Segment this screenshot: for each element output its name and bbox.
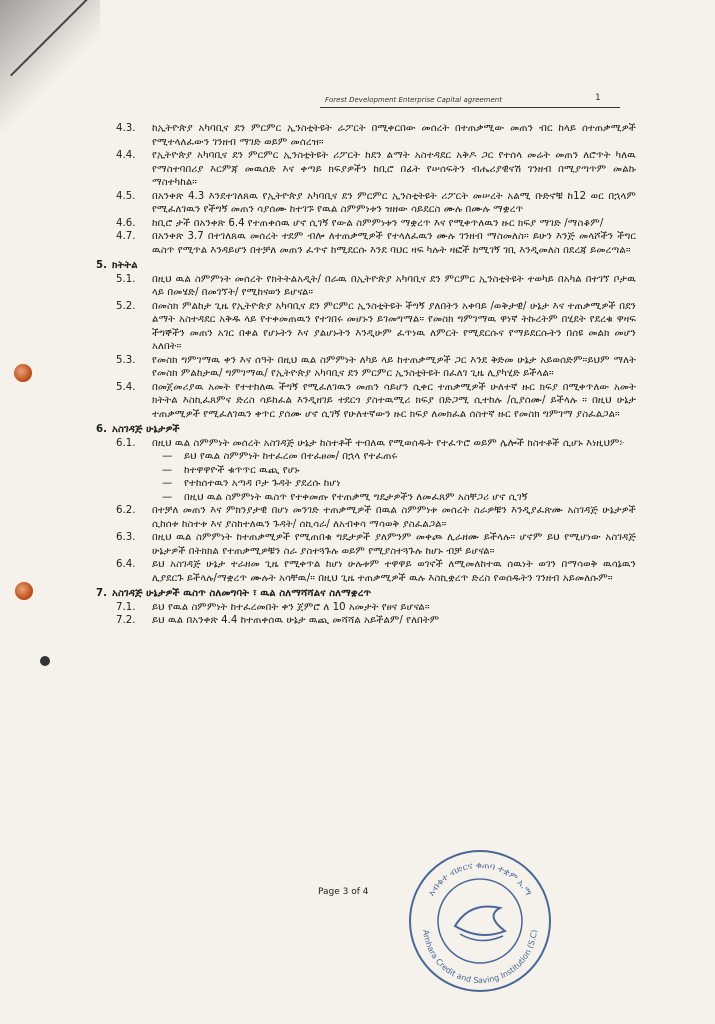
bullet-list xyxy=(96,450,636,504)
stamp-emblem-icon xyxy=(455,906,505,935)
punch-hole xyxy=(15,582,33,600)
institution-stamp xyxy=(405,846,555,996)
punch-hole xyxy=(40,656,50,666)
list-item: 4.5. በአንቀጽ 4.3 እንደተገለጸዉ የኢትዮጵያ አካባቢና ደን ምርምር ኢንስቲትዩት ሪፖርት መሠረት አልሚ ቡድኖቹ ከ12 ወር በኋላም የሚፈለገዉን የችግኝ መጠን ሳያሰሙ ከተገኙ የዉል ስምምነቱን ዝዘው ሳይደርስ ሙሉ በሙሉ ማቋረጥ xyxy=(116,190,636,215)
list-item: 6.1. በዚህ ዉል ስምምነት መሰረት አስገዳጅ ሁኔታ ከስተቶች ተብለዉ የሚወሰዱት የተፈጥሮ ወይም ሌሎች ክስተቶች ሲሆኑ እነዚህም፦ xyxy=(116,437,625,449)
bullet-item: — ከተዋዋዮች ቁጥጥር ዉጪ የሆኑ xyxy=(162,464,300,476)
scan-edge-shadow xyxy=(0,0,100,130)
list-item: 6.4. ይህ አስገዳጅ ሁኔታ ተራዘመ ጊዜ የሚቀጥል ከሆነ ሁሉቱም ተዋዋይ ወገኖች ለሚመለከተዉ ሰዉነት ወገን በማሳወቅ ዉሳኔዉን ሊያደርጉ ይችላሉ/ማቋረጥ ሙሉት አሳቸዉ/። በዚህ ጊዜ ተጠቃሚዎች ዉሉ እስኪቋረጥ ድረስ የወሰዱትን ገንዘብ አይመለሱም። xyxy=(116,559,636,584)
list-item: 4.6. ከቢሮ ታች በአንቀጽ 6.4 የተጠቀሰዉ ሆኖ ሲገኝ የውል ስምምነቱን ማቋረጥ እና የሚቀጥለዉን ዙር ክፍያ ማገድ /ማስቆም/ xyxy=(116,217,604,229)
stamp-inner-ring xyxy=(438,879,522,963)
bullet-item: — የተከሰተዉን አጣዳ ቦታ ጉዳት ያደረሱ ከሆነ xyxy=(162,478,341,489)
document-body xyxy=(96,122,636,628)
list-item: 6.3. በዚህ ዉል ስምምነት ከተጠቃሚዎች የሚጠበቁ ግዴታዎች ያለምንም መቀጮ ሊራዘሙ ይችላሉ። ሆኖም ይህ የሚሆነው አስገዳጅ ሁኔታዎች በትክክል የተጠቃሚዎቹን ስራ ያስተጓጉሉ ወይም የሚያስተጓጉሉ ከሆኑ ብቻ ይሆናል። xyxy=(116,532,636,557)
bullet-item: — በዚህ ዉል ስምምነት ዉስጥ የተቀመጡ የተጠቃሚ ግዴታዎችን ለመፈጸም አስቸጋሪ ሆኖ ሲገኝ xyxy=(162,491,528,503)
list-item: 5.3. የመስክ ግምገማዉ ቀን እና ሰዓት በዚህ ዉል ስምምነት ለካይ ላይ ከተጠቃሚዎች ጋር እንደ ቅድመ ሁኔታ አይወሰድም።ይህም ማለት የመስክ ምልከታዉ/ ግምገማዉ/ የኢትዮጵያ አካባቢና ደን ምርምር ኢንስቲትዩት በፈለገ ጊዜ ሊያካሂድ ይችላል። xyxy=(116,354,636,379)
items-section-5 xyxy=(96,273,636,422)
section-heading-6: 6. አስገዳጅ ሁኔታዎች xyxy=(96,424,180,435)
section-heading-5: 5. ክትትል xyxy=(96,260,138,271)
items-top xyxy=(96,122,636,257)
list-item: 7.1. ይህ የዉል ስምምነት ከተፈረመበት ቀን ጀምሮ ለ 10 አመታት የፀና ይሆናል። xyxy=(116,601,430,613)
list-item: 5.1. በዚህ ዉል ስምምነት መሰረት የክትትልአዲት/ በራዉ በኢትዮጵያ አካባቢና ደን ምርምር ኢንስቲትዩት ተወካይ በአካል በተገኘ ቦታዉ ላይ በመሄድ/ በመገኘት/ የሚከናወን ይሆናል። xyxy=(116,273,636,298)
items-section-6 xyxy=(96,504,636,585)
page-footer: Page 3 of 4 xyxy=(318,887,369,897)
list-item: 5.4. በመጀመሪያዉ አመት የተተከለዉ ችግኝ የሚፈለገዉን መጠን ሳይሆን ሲቀር ተጠቃሚዎች ሁለተኛ ዙር ክፍያ በሚቀጥለው አመት ክትትል እስኪፈጸምና ድረስ ሳይከፈል እንዲዘገይ ተደርጎ ያስተዉሚሪ ክፍያ በድጋሚ ሲተከሉ /ሲያሰሙ/ ይችላሉ ። በዚህ ሁኔታ ተጠቃሚዎች የሚፈለገዉን ቀጥር ያሰሙ ሆኖ ሲገኝ የሁለተኛውን ዙር ክፍያ ለመክፈል ሰስተኛ ዙር የመስክ ግምገማ ያስፈልጋል። xyxy=(116,381,636,420)
list-item: 5.2. በመስክ ምልከታ ጊዜ የኢትዮጵያ አካባቢና ደን ምርምር ኢንስቲትዩት ችግኝ ያለበትን አቀባይ /ወቅታዊ/ ሁኔታ እና ተጠቃሚዎች በደን ልማት አስተዳደር አቅዱ ላይ የተቀመጠዉን የተገበሩ መሆኑን ይገመግማል። የመስክ ግምገማዉ ዋነኛ ትኩረትም በሂደት የደረቁ ዋዛፍ ችግኞችን መጠን አገር በቀል የሆኑትን እና ያልሆኑትን እንዲሁም ፈጥነዉ ለምርት የሚደርሱና የማይደርሱትን በሰዩ መልክ መሆን አለበት። xyxy=(116,300,636,352)
stamp-outer-ring xyxy=(410,851,550,991)
stamp-bottom-text: Amhara Credit and Saving Institution (S.C) xyxy=(421,929,539,986)
list-item: 4.7. በአንቀጽ 3.7 በተገለጸዉ መሰረት ተደም ብሎ ለተጠቃሚዎች የተላለፈዉን ሙሉ ገንዘብ ማስመለስ። ይሁን እንጅ መላሾችን ችግር ዉስጥ የሚጥል እንዳይሆን በተቻለ መጠን ፈጥኖ ከሚደርሱ እንደ ባህር ዛፍ ካሉት ዛፎች ከሚገኝ ገቢ እንዲመለስ በደረጃ ይመረጣል። xyxy=(116,231,636,256)
list-item: 6.2. በተቻለ መጠን እና ምክንያታዊ በሆነ መንገድ ተጠቃሚዎች በዉል ስምምነቱ መሰረት ስራዎቹን እንዲያፈጽሙ አስገዳጅ ሁኔታዎች ሲከሰቱ ከስተቱ እና ያስከተለዉን ጉዳት/ ሰኪሳራ/ ለአብቀሳ ማሳወቅ ያስፈልጋል። xyxy=(116,505,636,530)
stamp-top-text: አብቁተ ብድርና ቁጠባ ተቋም አ.ማ xyxy=(426,860,534,899)
section-heading-7: 7. አስገዳጅ ሁኔታዎች ዉስጥ ስለመግባት ፣ ዉል ስለማሻሻልና ስለማቋረጥ xyxy=(96,588,372,599)
running-header: Forest Development Enterprise Capital agreement xyxy=(325,96,502,104)
header-rule xyxy=(320,107,620,108)
bullet-item: — ይህ የዉል ስምምነት ከተፈረመ በተፈፀመ/ በኋላ የተፈጠሩ xyxy=(162,451,398,462)
list-item: 7.2. ይህ ዉል በአንቀጽ 4.4 ከተጠቀሰዉ ሁኔታ ዉጪ መሻሻል አይችልም/ የለበትም xyxy=(116,615,440,626)
items-section-7 xyxy=(96,601,636,628)
list-item: 4.3. ከኢትዮጵያ አካባቢና ደን ምርምር ኢንስቲትዩት ራፖርት በሚቀርበው መሰረት በተጠቃሚው መጠን ብር ከላይ ሰተጠቃሚዎች የሚተላለፈውን ገንዘብ ማገድ ወይም መሰረዝ። xyxy=(116,123,636,148)
list-item: 4.4. የኢትዮጵያ አካባቢና ደን ምርምር ኢንስቲትዩት ሪፖርት ከደን ልማት አስተዳደር አቅዶ ጋር የተሰላ መሬት መጠን ለሮጥት ካለዉ የማስተባበሪያ እርምጃ መዉሰድ እና ቀጣይ ክፍያዎችን ከቢሮ በፊት የሠሰፍትን ብሔሪያዊናሽ ገንዘብ በሚያጣጥም መልኩ ማስተካከል። xyxy=(116,150,636,188)
punch-hole xyxy=(14,364,32,382)
header-page-marker: 1 xyxy=(595,93,601,103)
